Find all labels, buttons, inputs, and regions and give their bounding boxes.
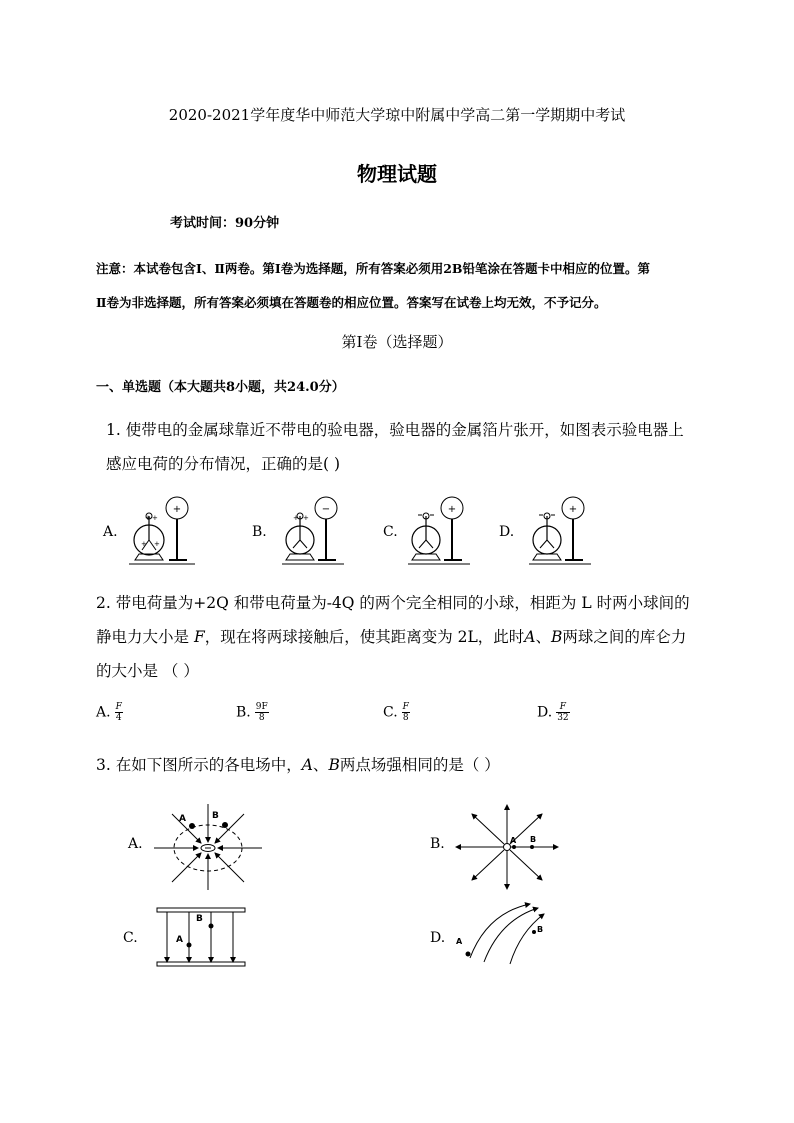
question-2-line-3: 的大小是 （ ）: [96, 662, 199, 680]
ball-sign-b: −: [321, 504, 331, 515]
q1-option-a-label: A.: [103, 524, 118, 540]
electroscope-figure-b: [278, 494, 354, 570]
section-title: 一、单选题（本大题共8小题，共24.0分）: [96, 380, 345, 395]
question-2-line-2: 静电力大小是 F，现在将两球接触后，使其距离变为 2L，此时A、B两球之间的库仑力: [96, 628, 687, 646]
svg-text:+: +: [154, 540, 160, 548]
electroscope-figure-a: [125, 494, 201, 570]
q1-option-c-label: C.: [383, 524, 398, 540]
notice-line-2: Ⅱ卷为非选择题，所有答案必须填在答题卷的相应位置。答案写在试卷上均无效，不予记分。: [96, 295, 607, 310]
ball-sign-a: +: [172, 504, 182, 515]
svg-text:+: +: [141, 540, 147, 548]
svg-text:A: A: [456, 937, 463, 946]
svg-text:+: +: [152, 514, 158, 522]
ball-sign-d: +: [568, 504, 578, 515]
q1-option-b-label: B.: [252, 524, 267, 540]
field-figure-c: [152, 906, 252, 972]
q2-option-c: C. $\frac{F}{8}$: [383, 702, 409, 723]
q2-option-a: A. $\frac{F}{4}$: [96, 702, 122, 723]
notice: [96, 252, 706, 320]
q2-option-b: B. $\frac{9F}{8}$: [236, 702, 268, 723]
ball-sign-c: +: [447, 504, 457, 515]
q3-option-d-label: D.: [430, 930, 446, 946]
svg-text:+: +: [303, 514, 309, 522]
electroscope-figure-c: [404, 494, 480, 570]
field-figure-d: [452, 898, 552, 970]
part-title: 第Ⅰ卷（选择题）: [341, 333, 453, 351]
svg-text:+: +: [145, 514, 151, 522]
svg-text:B: B: [537, 925, 544, 934]
svg-text:B: B: [530, 835, 537, 844]
q3-option-b-label: B.: [430, 836, 445, 852]
notice-line-1: 注意：本试卷包含Ⅰ、Ⅱ两卷。第Ⅰ卷为选择题，所有答案必须用2B铅笔涂在答题卡中相应的位置。第: [96, 261, 650, 276]
q3-option-a-label: A.: [128, 836, 143, 852]
field-figure-b: [452, 802, 562, 892]
question-1: [100, 413, 710, 481]
svg-text:A: A: [510, 836, 517, 845]
question-2-line-1: 2. 带电荷量为+2Q 和带电荷量为-4Q 的两个完全相同的小球，相距为 L 时两小球间的: [96, 594, 690, 612]
electroscope-figure-d: [525, 494, 601, 570]
svg-text:A: A: [176, 935, 183, 945]
field-figure-a: [150, 802, 270, 892]
exam-time: 考试时间：90分钟: [170, 216, 280, 231]
exam-title: 2020-2021学年度华中师范大学琼中附属中学高二第一学期期中考试: [168, 106, 626, 124]
subject-title: 物理试题: [357, 162, 437, 186]
point-label-a: A: [179, 814, 186, 824]
point-label-b: B: [212, 811, 219, 821]
svg-text:B: B: [196, 914, 203, 924]
question-1-line-2: 感应电荷的分布情况，正确的是( ): [106, 455, 341, 473]
q3-option-c-label: C.: [123, 930, 138, 946]
svg-text:+: +: [293, 514, 299, 522]
question-1-line-1: 1. 使带电的金属球靠近不带电的验电器，验电器的金属箔片张开，如图表示验电器上: [106, 421, 684, 439]
question-2: [96, 586, 706, 688]
question-3: 3. 在如下图所示的各电场中，A、B两点场强相同的是（ ）: [96, 756, 500, 774]
q1-option-d-label: D.: [499, 524, 515, 540]
q2-option-d: D. $\frac{F}{32}$: [537, 702, 569, 723]
